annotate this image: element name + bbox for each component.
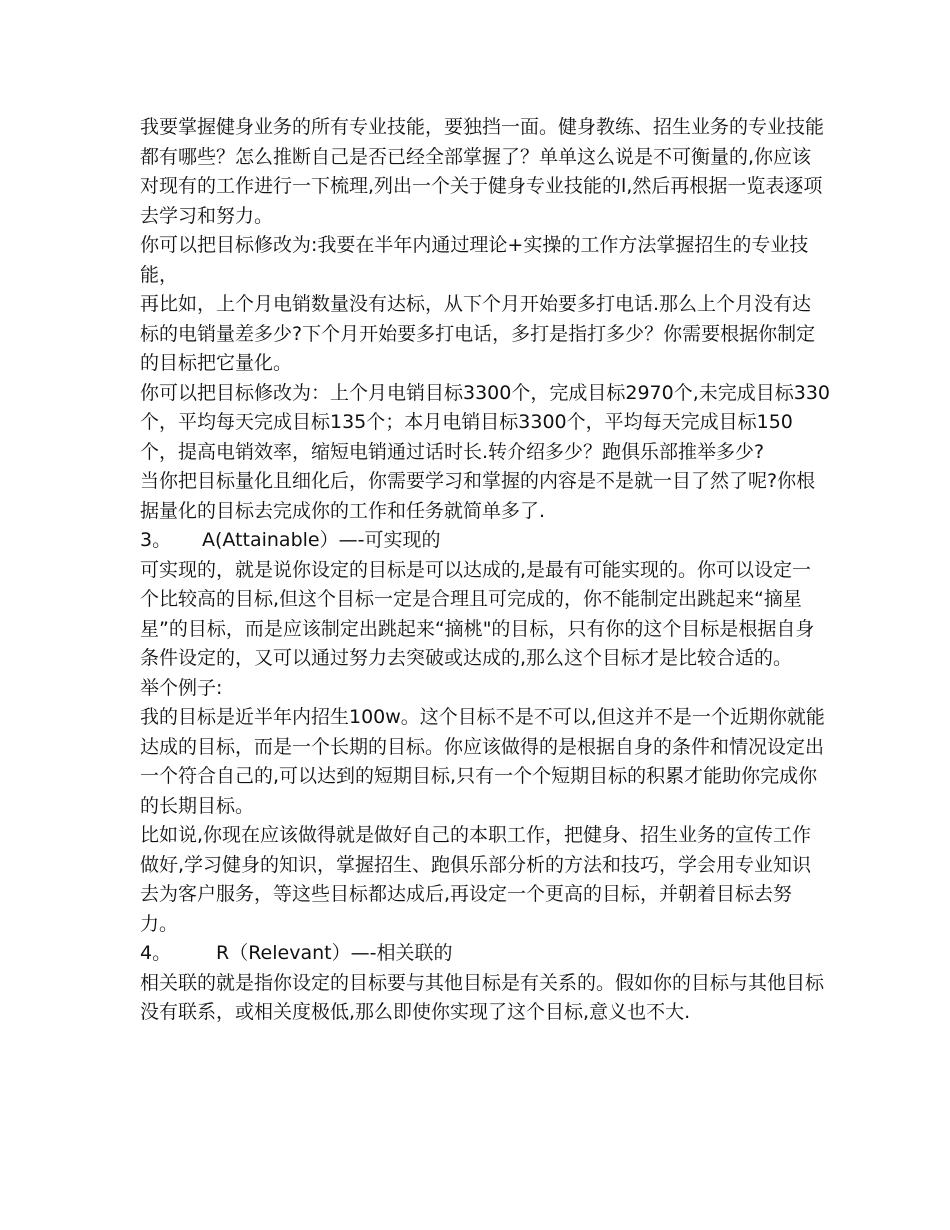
section-number: 4。 — [140, 942, 172, 964]
paragraph-quantified-summary: 当你把目标量化且细化后，你需要学习和掌握的内容是不是就一目了然了呢?你根据量化的目标去完成你的工作和任务就简单多了. — [140, 470, 816, 522]
paragraph-example-advice: 比如说,你现在应该做得就是做好自己的本职工作，把健身、招生业务的宣传工作做好,学习健身的知识，掌握招生、跑俱乐部分析的方法和技巧，学会用专业知识去为客户服务，等这些目标都达成后,再设定一个更高的目标，并朝着目标去努力。 — [140, 824, 812, 935]
section-title: A(Attainable）—-可实现的 — [202, 529, 441, 551]
section-heading-relevant — [140, 939, 830, 969]
paragraph-revised-goal-2: 你可以把目标修改为：上个月电销目标3300个，完成目标2970个,未完成目标330个，平均每天完成目标135个；本月电销目标3300个，平均每天完成目标150个，提高电销效率，缩短电销通过话时长.转介绍多少？跑俱乐部推举多少? — [140, 381, 831, 463]
section-number: 3。 — [140, 529, 172, 551]
paragraph-example-intro: 举个例子: — [140, 676, 223, 699]
section-title: R（Relevant）—-相关联的 — [216, 942, 453, 964]
paragraph-attainable-definition: 可实现的，就是说你设定的目标是可以达成的,是最有可能实现的。你可以设定一个比较高的目标,但这个目标一定是合理且可完成的，你不能制定出跳起来“摘星星”的目标，而是应该制定出跳起来“摘桃"的目标，只有你的这个目标是根据自身条件设定的，又可以通过努力去突破或达成的,那么这个目标才是比较合适的。 — [140, 558, 815, 669]
paragraph-relevant-definition: 相关联的就是指你设定的目标要与其他目标是有关系的。假如你的目标与其他目标没有联系，或相关度极低,那么即使你实现了这个目标,意义也不大. — [140, 971, 825, 1023]
section-heading-attainable — [140, 526, 830, 556]
paragraph-skills: 我要掌握健身业务的所有专业技能，要独挡一面。健身教练、招生业务的专业技能都有哪些？怎么推断自己是否已经全部掌握了？单单这么说是不可衡量的,你应该对现有的工作进行一下梳理,列出一个关于健身专业技能的l,然后再根据一览表逐项去学习和努力。 — [140, 116, 825, 227]
paragraph-example-goal: 我的目标是近半年内招生100w。这个目标不是不可以,但这并不是一个近期你就能达成的目标，而是一个长期的目标。你应该做得的是根据自身的条件和情况设定出一个符合自己的,可以达到的短期目标,只有一个个短期目标的积累才能助你完成你的长期目标。 — [140, 706, 825, 817]
paragraph-telesales-example: 再比如，上个月电销数量没有达标，从下个月开始要多打电话.那么上个月没有达标的电销量差多少?下个月开始要多打电话，多打是指打多少？你需要根据你制定的目标把它量化。 — [140, 293, 816, 374]
paragraph-revised-goal-1: 你可以把目标修改为:我要在半年内通过理论+实操的工作方法掌握招生的专业技能， — [140, 234, 809, 286]
document-page — [140, 113, 830, 1028]
